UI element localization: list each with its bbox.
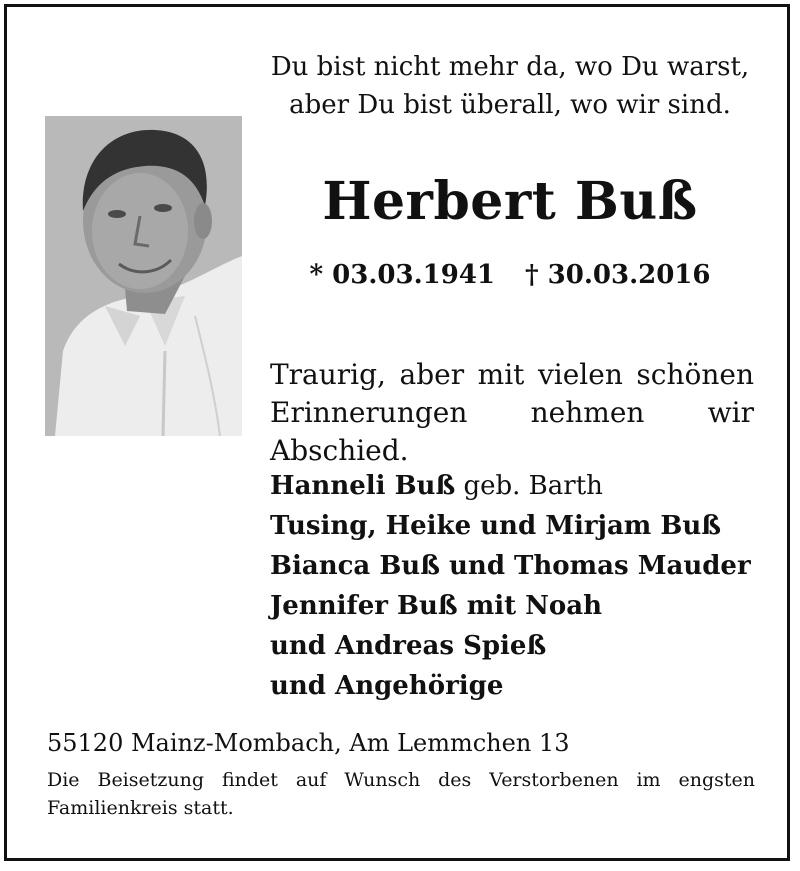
farewell-line-2: Erinnerungen nehmen wir Abschied. [270, 396, 754, 467]
mourner-6: und Angehörige [270, 671, 504, 701]
mourner-3: Bianca Buß und Thomas Mauder [270, 551, 751, 581]
burial-info [47, 766, 755, 822]
verse-line-2: aber Du bist überall, wo wir sind. [289, 90, 731, 120]
mourners-list [270, 466, 770, 706]
mourner-1-suffix: geb. Barth [455, 471, 603, 501]
death-date: † 30.03.2016 [525, 260, 711, 290]
life-dates [262, 258, 758, 292]
burial-info-line-2: Familienkreis statt. [47, 797, 234, 819]
birth-date: * 03.03.1941 [309, 260, 495, 290]
mourner-4: Jennifer Buß mit Noah [270, 591, 602, 621]
portrait-photo-icon [45, 116, 242, 436]
mourner-1 [270, 466, 770, 506]
farewell-text [270, 356, 754, 470]
memorial-verse [262, 48, 758, 124]
deceased-name: Herbert Buß [322, 171, 698, 232]
mourner-5: und Andreas Spieß [270, 631, 547, 661]
farewell-line-1: Traurig, aber mit vielen schönen [270, 358, 754, 391]
mourner-2: Tusing, Heike und Mirjam Buß [270, 511, 722, 541]
verse-line-1: Du bist nicht mehr da, wo Du warst, [270, 52, 750, 82]
portrait-photo [45, 116, 242, 436]
mourning-address: 55120 Mainz-Mombach, Am Lemmchen 13 [47, 729, 570, 757]
burial-info-line-1: Die Beisetzung findet auf Wunsch des Verstorbenen im engsten [47, 769, 755, 791]
mourner-1-name: Hanneli Buß [270, 471, 456, 501]
